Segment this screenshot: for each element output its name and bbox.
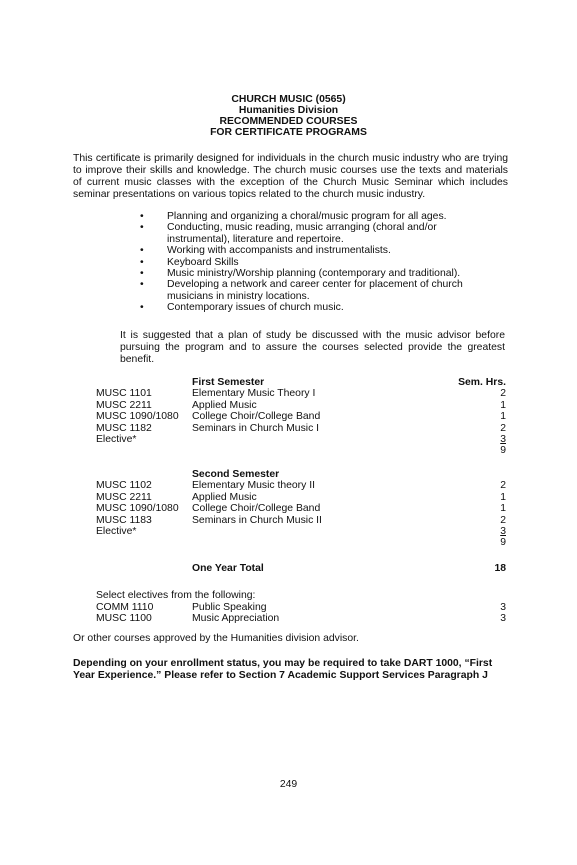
course-hours: 1 [500, 491, 506, 503]
course-hours: 2 [500, 480, 506, 492]
second-semester-heading: Second Semester [192, 469, 280, 480]
header-recommended-courses: RECOMMENDED COURSES [219, 116, 358, 127]
year-total-value: 18 [494, 563, 506, 574]
course-title: College Choir/College Band [192, 411, 321, 423]
list-item [140, 257, 480, 268]
list-item-text: Planning and organizing a choral/music program for all ages. [167, 211, 447, 222]
electives-heading: Select electives from the following: [96, 590, 256, 601]
course-code: MUSC 2211 [96, 399, 152, 411]
course-title: Public Speaking [192, 602, 267, 613]
course-title: Applied Music [192, 491, 257, 503]
course-hours: 1 [500, 411, 506, 423]
course-code: MUSC 1090/1080 [96, 411, 179, 423]
sem-hrs-heading: Sem. Hrs. [458, 377, 506, 388]
bullet-icon: • [140, 268, 144, 280]
course-hours: 2 [500, 422, 506, 434]
table-row [96, 423, 506, 434]
table-row [96, 492, 506, 503]
table-header-row [96, 377, 506, 388]
table-row [96, 515, 506, 526]
list-item [140, 302, 480, 313]
table-row [96, 602, 506, 613]
course-code: MUSC 1100 [96, 613, 152, 625]
course-code: MUSC 1101 [96, 388, 152, 400]
electives-section [96, 590, 506, 625]
first-semester-table [96, 377, 506, 457]
table-header-row [96, 469, 506, 480]
table-row [96, 526, 506, 537]
bullet-icon: • [140, 302, 144, 314]
page-number: 249 [279, 779, 298, 790]
semester-subtotal: 9 [500, 537, 506, 549]
list-item-text: Developing a network and career center for placement of church musicians in ministry locations. [167, 279, 463, 302]
course-hours: 2 [500, 388, 506, 400]
table-row [96, 411, 506, 422]
year-total-label: One Year Total [192, 563, 264, 574]
course-code: COMM 1110 [96, 602, 154, 613]
course-title: Elementary Music theory II [192, 480, 315, 492]
course-code: MUSC 1183 [96, 514, 152, 526]
course-code: MUSC 1090/1080 [96, 503, 179, 515]
subtotal-row [96, 445, 506, 456]
other-courses-note: Or other courses approved by the Humanities division advisor. [73, 633, 359, 644]
course-code: MUSC 2211 [96, 491, 152, 503]
course-hours: 3 [500, 526, 506, 538]
course-hours: 2 [500, 514, 506, 526]
course-hours: 3 [500, 613, 506, 625]
table-row [96, 400, 506, 411]
course-title: Applied Music [192, 399, 257, 411]
course-title: Seminars in Church Music I [192, 422, 320, 434]
list-item [140, 279, 480, 302]
list-item [140, 211, 480, 222]
list-item [140, 268, 480, 279]
table-row [96, 388, 506, 399]
first-semester-heading: First Semester [192, 377, 265, 388]
course-hours: 3 [500, 602, 506, 613]
list-item-text: Conducting, music reading, music arranging (choral and/or instrumental), literature and repertoire. [167, 222, 437, 245]
course-hours: 1 [500, 399, 506, 411]
bullet-icon: • [140, 211, 144, 222]
list-item-text: Contemporary issues of church music. [167, 302, 344, 314]
enrollment-note: Depending on your enrollment status, you may be required to take DART 1000, “First Year Experience.” Please refer to Section 7 Academic Support Services Paragraph J [73, 658, 493, 681]
division-name: Humanities Division [238, 105, 339, 116]
second-semester-table [96, 469, 506, 549]
list-item-text: Music ministry/Worship planning (contemporary and traditional). [167, 268, 461, 280]
table-row [96, 613, 506, 624]
list-item-text: Keyboard Skills [167, 256, 239, 268]
topics-list [140, 211, 480, 314]
advisor-suggestion: It is suggested that a plan of study be discussed with the music advisor before pursuing the program and to assure the courses selected provide the greatest benefit. [120, 330, 505, 365]
bullet-icon: • [140, 256, 144, 268]
program-title: CHURCH MUSIC (0565) [231, 94, 346, 105]
table-row [96, 503, 506, 514]
course-hours: 3 [500, 434, 506, 446]
course-title: Music Appreciation [192, 613, 280, 625]
course-title [192, 434, 426, 445]
intro-paragraph: This certificate is primarily designed for individuals in the church music industry who are trying to improve their skills and knowledge. The church music courses use the texts and materials of current music classes with the exception of the Church Music Seminar which includes seminar presentations on various topics related to the church music industry. [73, 153, 508, 200]
course-title: Seminars in Church Music II [192, 514, 322, 526]
bullet-icon: • [140, 245, 144, 257]
course-code: MUSC 1102 [96, 480, 152, 492]
semester-subtotal: 9 [500, 445, 506, 457]
list-item [140, 222, 480, 245]
bullet-icon: • [140, 222, 144, 234]
course-code: Elective* [96, 434, 137, 446]
course-code: MUSC 1182 [96, 422, 152, 434]
header-certificate-programs: FOR CERTIFICATE PROGRAMS [210, 127, 367, 138]
table-row [96, 434, 506, 445]
list-item [140, 245, 480, 256]
document-header [0, 94, 577, 138]
course-title [192, 526, 426, 537]
course-title: College Choir/College Band [192, 503, 321, 515]
course-code: Elective* [96, 526, 137, 538]
course-hours: 1 [500, 503, 506, 515]
table-row [96, 480, 506, 491]
bullet-icon: • [140, 279, 144, 291]
course-title: Elementary Music Theory I [192, 388, 316, 400]
subtotal-row [96, 537, 506, 548]
list-item-text: Working with accompanists and instrumentalists. [167, 245, 391, 257]
electives-table [96, 602, 506, 625]
